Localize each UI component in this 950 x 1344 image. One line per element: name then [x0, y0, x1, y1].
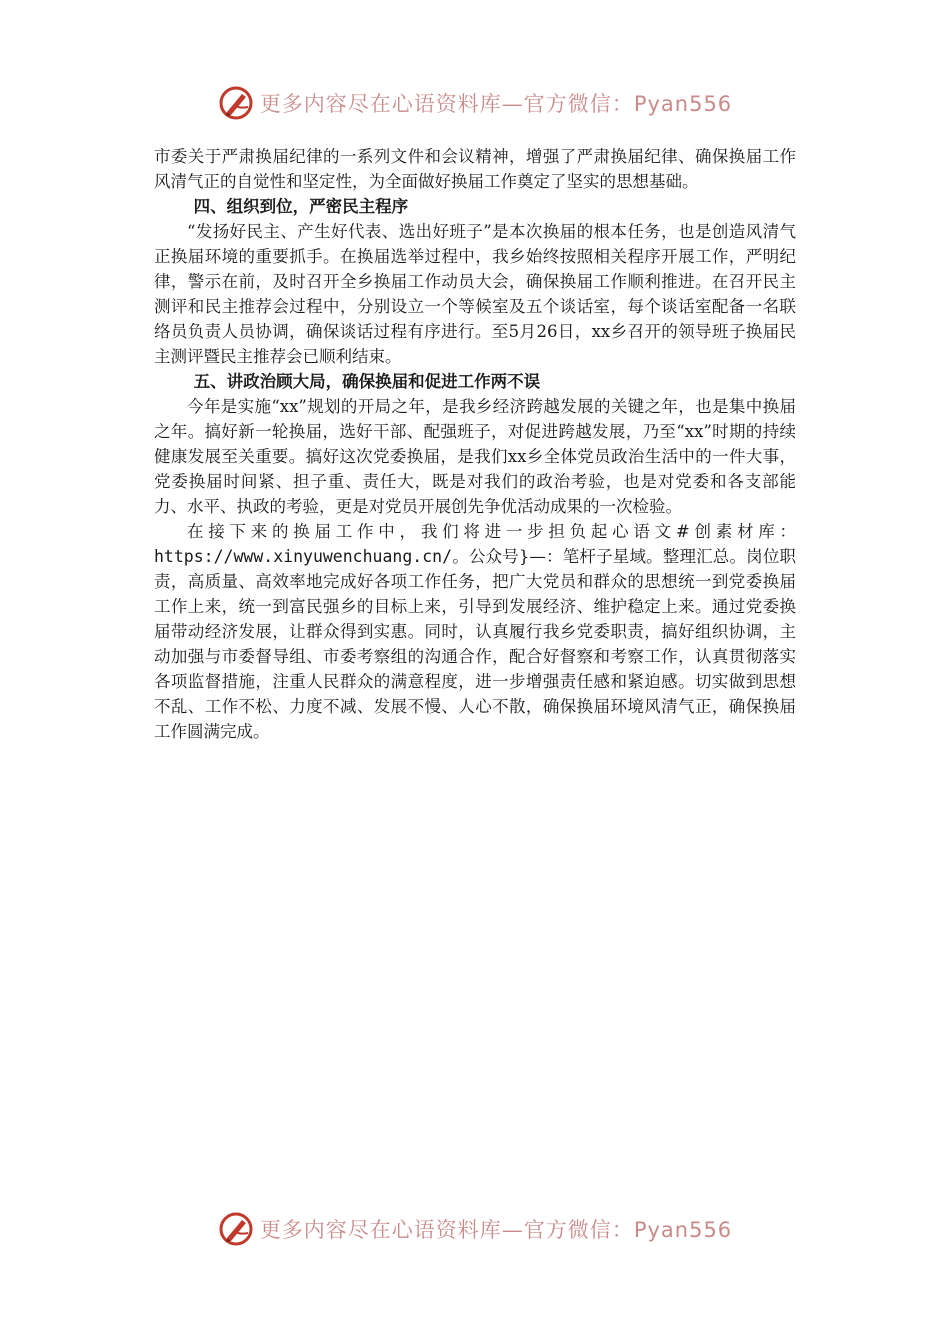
section-heading: 四、组织到位，严密民主程序 — [193, 197, 409, 216]
banner-text: 更多内容尽在心语资料库—官方微信： — [259, 1218, 634, 1242]
section-heading: 五、讲政治顾大局，确保换届和促进工作两不误 — [193, 372, 541, 391]
paragraph — [154, 519, 796, 744]
pen-logo-icon — [218, 85, 254, 121]
pen-logo-icon — [218, 1211, 254, 1247]
source-url: https://www.xinyuwenchuang.cn/。 — [154, 547, 469, 566]
paragraph-segment: 在接下来的换届工作中，我们将进一步担负起心语文#创素材库： — [187, 522, 796, 541]
banner-wechat: Pyan556 — [633, 1218, 733, 1242]
paragraph: “发扬好民主、产生好代表、选出好班子”是本次换届的根本任务，也是创造风清气正换届环境的重要抓手。在换届选举过程中，我乡始终按照相关程序开展工作，严明纪律，警示在前，及时召开全乡换届工作动员大会，确保换届工作顺利推进。在召开民主测评和民主推荐会过程中，分别设立一个等候室及五个谈话室，每个谈话室配备一名联络员负责人员协调，确保谈话过程有序进行。至5月26日，xx乡召开的领导班子换届民主测评暨民主推荐会已顺利结束。 — [154, 222, 796, 366]
paragraph: 市委关于严肃换届纪律的一系列文件和会议精神，增强了严肃换届纪律、确保换届工作风清气正的自觉性和坚定性，为全面做好换届工作奠定了坚实的思想基础。 — [154, 147, 796, 191]
header-banner — [0, 85, 950, 121]
footer-banner — [0, 1211, 950, 1247]
banner-wechat: Pyan556 — [633, 92, 733, 116]
paragraph: 今年是实施“xx”规划的开局之年，是我乡经济跨越发展的关键之年，也是集中换届之年。搞好新一轮换届，选好干部、配强班子，对促进跨越发展，乃至“xx”时期的持续健康发展至关重要。搞好这次党委换届，是我们xx乡全体党员政治生活中的一件大事，党委换届时间紧、担子重、责任大，既是对我们的政治考验，也是对党委和各支部能力、水平、执政的考验，更是对党员开展创先争优活动成果的一次检验。 — [154, 397, 796, 516]
document-body — [154, 144, 796, 744]
paragraph-segment: 公众号}—：笔杆子星域。整理汇总。岗位职责，高质量、高效率地完成好各项工作任务，把广大党员和群众的思想统一到党委换届工作上来，统一到富民强乡的目标上来，引导到发展经济、维护稳定上来。通过党委换届带动经济发展，让群众得到实惠。同时，认真履行我乡党委职责，搞好组织协调，主动加强与市委督导组、市委考察组的沟通合作，配合好督察和考察工作，认真贯彻落实各项监督措施，注重人民群众的满意程度，进一步增强责任感和紧迫感。切实做到思想不乱、工作不松、力度不减、发展不慢、人心不散，确保换届环境风清气正，确保换届工作圆满完成。 — [154, 547, 797, 741]
banner-text: 更多内容尽在心语资料库—官方微信： — [259, 92, 634, 116]
